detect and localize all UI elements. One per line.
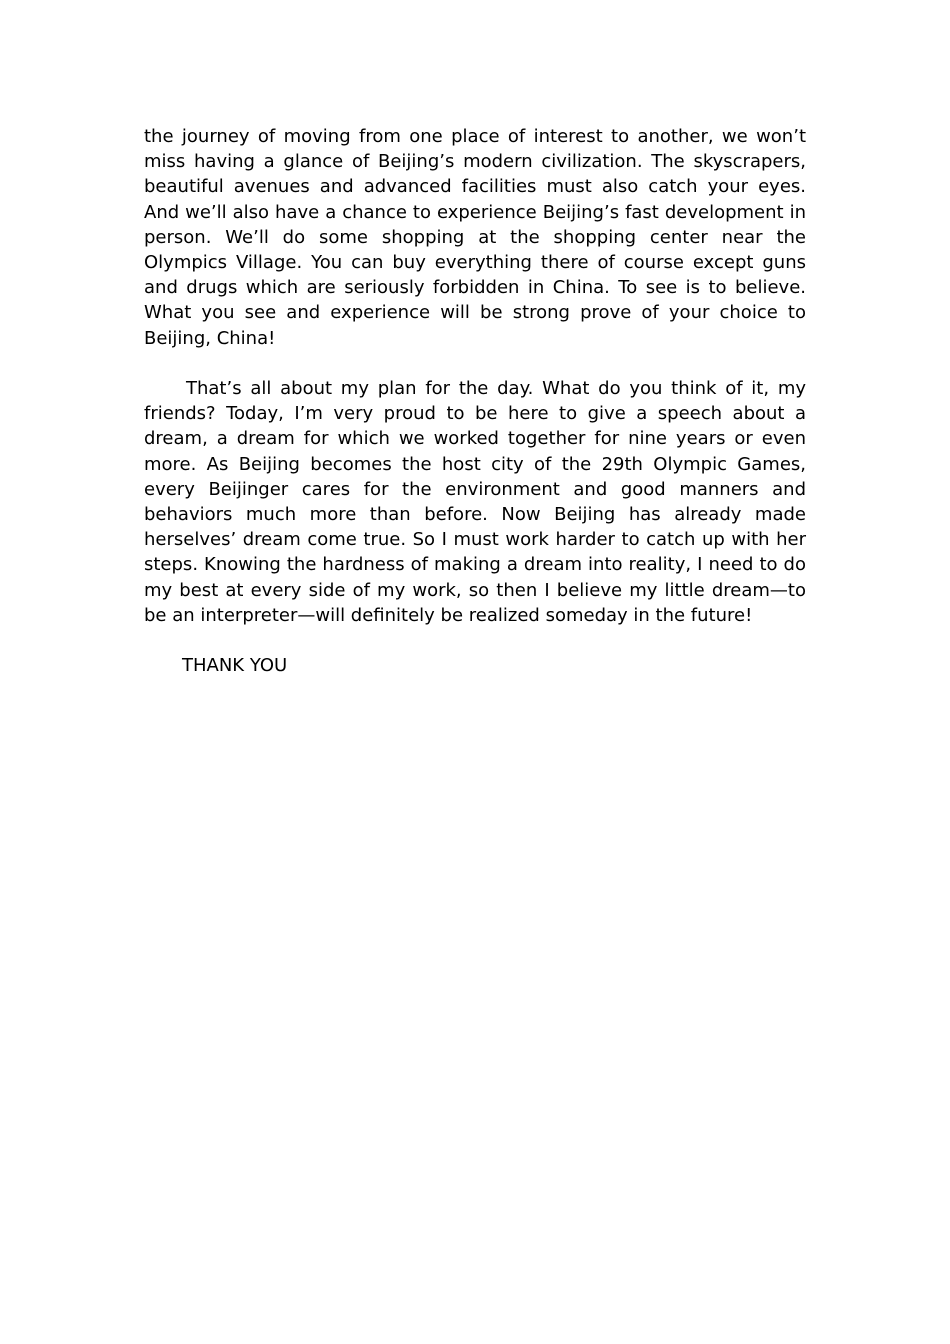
paragraph-1: the journey of moving from one place of interest to another, we won’t miss having a glance of Beijing’s modern civilization. The skyscrapers, beautiful avenues and advanced facilities must also catch your eyes. And we’ll also have a chance to experience Beijing’s fast development in person. We’ll do some shopping at the shopping center near the Olympics Village. You can buy everything there of course except guns and drugs which are seriously forbidden in China. To see is to believe. What you see and experience will be strong prove of your choice to Beijing, China! bbox=[144, 126, 806, 349]
paragraph-2: That’s all about my plan for the day. What do you think of it, my friends? Today, I’m very proud to be here to give a speech about a dream, a dream for which we worked together for nine years or even more. As Beijing becomes the host city of the 29th Olympic Games, every Beijinger cares for the environment and good manners and behaviors much more than before. Now Beijing has already made herselves’ dream come true. So I must work harder to catch up with her steps. Knowing the hardness of making a dream into reality, I need to do my best at every side of my work, so then I believe my little dream—to be an interpreter—will definitely be realized someday in the future! bbox=[144, 378, 806, 626]
paragraph-spacer bbox=[144, 628, 806, 653]
document-body bbox=[144, 124, 806, 678]
closing-line: THANK YOU bbox=[182, 655, 288, 677]
paragraph-spacer bbox=[144, 351, 806, 376]
